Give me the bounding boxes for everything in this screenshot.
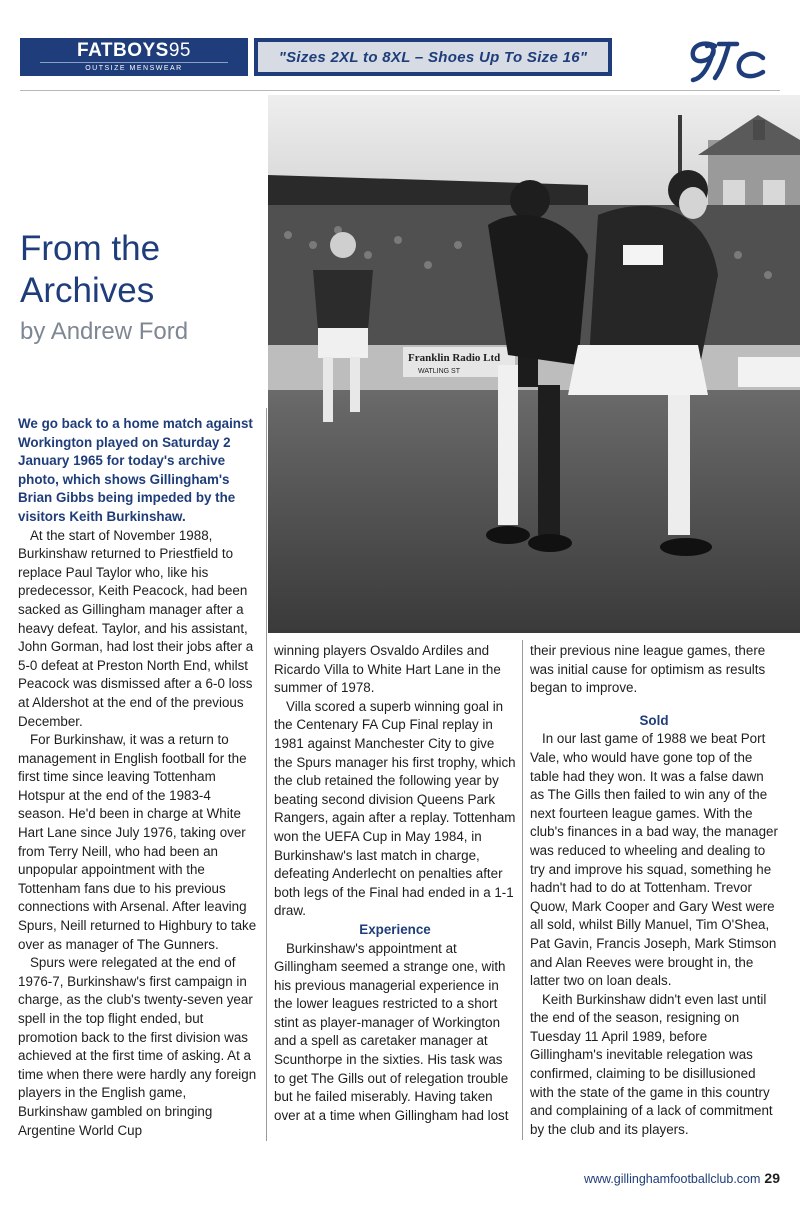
paragraph: winning players Osvaldo Ardiles and Ricardo Villa to White Hart Lane in the summer of 1978. (274, 643, 501, 696)
paragraph: Burkinshaw's appointment at Gillingham seemed a strange one, with his previous managerial experience in the lower leagues restricted to a short stint as player-manager of Workington and a spell as caretaker manager at Scunthorpe in the sixties. His task was to get The Gills out of relegation trouble but he failed miserably. Having taken over at a time when Gillingham had lost (274, 940, 509, 1123)
paragraph: At the start of November 1988, Burkinshaw returned to Priestfield to replace Paul Taylor who, like his predecessor, Keith Peacock, had been sacked as Gillingham manager after a heavy defeat. Taylor, and his assistant, John Gorman, had lost their jobs after a 5-0 defeat at Preston North End, whilst Peacock was dismissed after a 6-0 loss at Aldershot at the end of the previous December. (18, 527, 254, 729)
column-divider-2 (522, 640, 523, 1140)
paragraph: For Burkinshaw, it was a return to management in English football for the first time since leaving Tottenham Hotspur at the end of the 1983-4 season. He'd been in charge at White Hart Lane since July 1976, taking over from Terry Neill, who had been an unpopular appointment with the Tottenham fans due to his previous connections with Arsenal. After leaving Spurs, Neill returned to Highbury to take over as manager of The Gunners. (18, 732, 257, 952)
title-line-1: From the (20, 229, 161, 268)
brand-name: FATBOYS (77, 40, 169, 61)
subhead-experience: Experience (359, 921, 431, 937)
title-line-2: Archives (20, 271, 155, 310)
column-divider-1 (266, 408, 267, 1141)
gfc-monogram-logo (685, 36, 769, 84)
paragraph: their previous nine league games, there was initial cause for optimism as results began to improve. (530, 643, 766, 696)
brand-number: 95 (168, 40, 191, 61)
brand-subtitle: OUTSIZE MENSWEAR (40, 62, 228, 72)
archive-photo-illustration (268, 95, 800, 633)
hoarding-text-2: WATLING ST (418, 368, 460, 375)
byline: by Andrew Ford (20, 318, 189, 345)
article-column-2 (274, 642, 516, 1125)
advert-tagline: "Sizes 2XL to 8XL – Shoes Up To Size 16" (278, 48, 588, 66)
fatboys-logo (20, 38, 248, 76)
archive-photo (268, 95, 800, 633)
paragraph: In our last game of 1988 we beat Port Vale, who would have gone top of the table had they won. It was a false dawn as The Gills then failed to win any of the next fourteen league games. With the club's finances in a bad way, the manager was reduced to wheeling and dealing to try and improve his squad, something he hadn't had to do at Tottenham. Trevor Quow, Mark Cooper and Gary West were all sold, whilst Billy Manuel, Tim O'Shea, Pat Gavin, Francis Joseph, Mark Stimson and Alan Reeves were brought in, the latter two on loan deals. (530, 731, 778, 989)
page-footer (520, 1170, 780, 1186)
tagline-box (254, 38, 612, 76)
article-column-3 (530, 642, 778, 1139)
hoarding-text-1: Franklin Radio Ltd (408, 352, 501, 364)
paragraph: Villa scored a superb winning goal in the Centenary FA Cup Final replay in 1981 against Manchester City to give the Spurs manager his first trophy, which the club retained the following year by beating second division Queens Park Rangers, again after a replay. Tottenham won the UEFA Cup in May 1984, in Burkinshaw's last match in charge, defeating Anderlecht on penalties after both legs of the Final had ended in a 1-1 draw. (274, 698, 516, 919)
club-website-url: www.gillinghamfootballclub.com (583, 1172, 761, 1186)
article-column-1 (18, 415, 258, 1140)
article-lead: We go back to a home match against Workington played on Saturday 2 January 1965 for today's archive photo, which shows Gillingham's Brian Gibbs being impeded by the visitors Keith Burkinshaw. (18, 416, 253, 524)
paragraph: Keith Burkinshaw didn't even last until the end of the season, resigning on Tuesday 11 April 1989, before Gillingham's inevitable relegation was confirmed, claiming to be disillusioned with the state of the game in this country and complaining of a lack of commitment by the club and its players. (530, 991, 773, 1137)
page-title (20, 228, 260, 312)
page-number: 29 (764, 1170, 780, 1186)
header-divider (20, 90, 780, 91)
paragraph: Spurs were relegated at the end of 1976-7, Burkinshaw's first campaign in charge, as the club's twenty-seven year spell in the top flight ended, but promotion back to the first division was achieved at the first time of asking. At a time when there were hardly any foreign players in the English game, Burkinshaw gambled on bringing Argentine World Cup (18, 955, 257, 1138)
subhead-sold: Sold (639, 712, 669, 728)
advert-banner (20, 38, 612, 76)
